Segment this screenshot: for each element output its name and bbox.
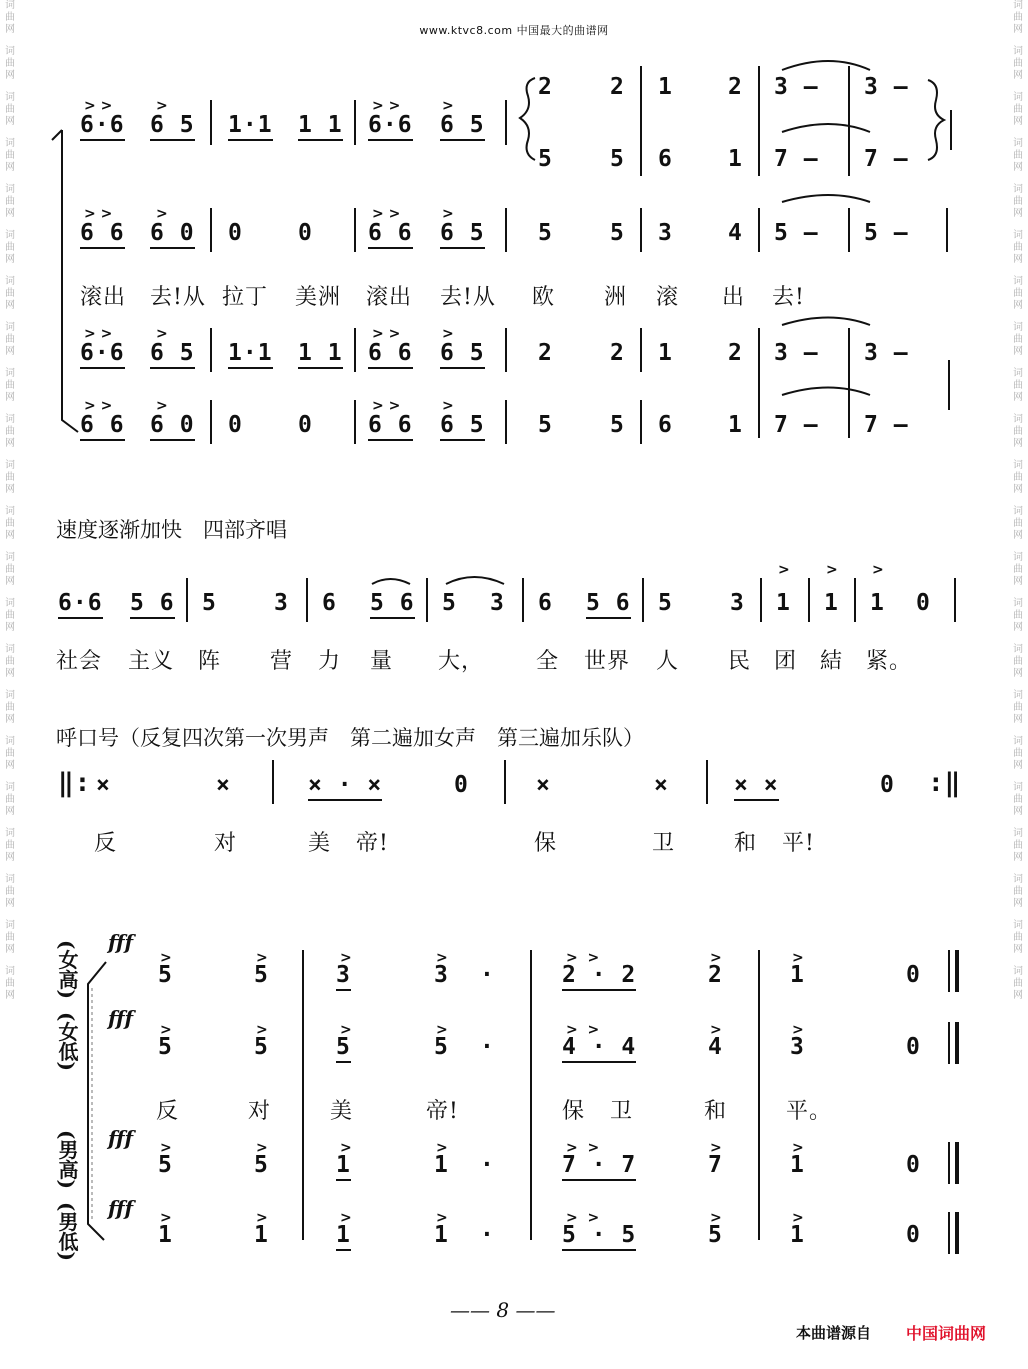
note: 1 [790,1152,805,1178]
note: 3 [274,590,289,616]
barline [948,1022,950,1064]
note: 5 [442,590,457,616]
watermark-text: 词曲网 [1013,414,1023,449]
note: 0 [228,412,243,438]
note: 6 6 [368,412,413,441]
lyric: 欧 [532,285,556,310]
note: 0 [916,590,931,616]
watermark-text: 词曲网 [5,552,15,587]
lyric: 主义 [128,649,175,674]
barline [758,950,760,1240]
note: 2 [728,74,743,100]
lyric: 营 [270,649,294,674]
barline [302,950,304,1240]
note: 1 [434,1222,449,1248]
lyric: 出 [722,285,746,310]
final-barline [955,1142,959,1184]
note: 5 [610,412,625,438]
lyric: 和 [734,831,758,856]
watermark-text: 词曲网 [1013,736,1023,771]
lyric: 美 [308,831,332,856]
footer-brand-link[interactable]: 中国词曲网 [906,1324,987,1343]
watermark-text: 词曲网 [5,138,15,173]
note: 0 [228,220,243,246]
note: 5 [610,220,625,246]
note: 6 [538,590,553,616]
watermark-text: 词曲网 [5,644,15,679]
note: 1 [254,1222,269,1248]
watermark-text: 词曲网 [1013,138,1023,173]
note: 5 [158,962,173,988]
note: 1 [434,1152,449,1178]
note: 5 6 [586,590,631,619]
note: 3 [434,962,449,988]
note: 0 [906,962,921,988]
note: × × [734,772,779,801]
watermark-text: 词曲网 [1013,0,1023,35]
watermark-text: 词曲网 [5,460,15,495]
note: 6·6 [368,112,413,141]
note: 7 [708,1152,723,1178]
note: 1 [658,340,673,366]
lyric: 滚 [656,285,680,310]
note: 5 [158,1152,173,1178]
note: 2 · 2 [562,962,636,991]
watermark-text: 词曲网 [5,322,15,357]
note: 5 [610,146,625,172]
lyric: 平! [782,831,815,856]
note: 7 — [774,412,819,438]
note: 3 — [864,74,909,100]
note: 4 [708,1034,723,1060]
watermark-text: 词曲网 [1013,920,1023,955]
watermark-text: 词曲网 [5,966,15,1001]
barline [948,1142,950,1184]
note: 1 [336,1152,351,1181]
note: 2 [610,74,625,100]
note: 6 [322,590,337,616]
lyric: 人 [656,649,680,674]
watermark-text: 词曲网 [1013,690,1023,725]
watermark-text: 词曲网 [1013,92,1023,127]
note: 5 [538,412,553,438]
note: 5 [254,962,269,988]
note: 6 [658,412,673,438]
note: 1 [790,962,805,988]
note: 0 [298,412,313,438]
section-title: 速度逐渐加快 四部齐唱 [56,518,287,542]
note: 1 [870,590,885,616]
note: 6·6 [80,340,125,369]
watermark-text: 词曲网 [1013,966,1023,1001]
lyric: 团 [774,649,798,674]
note: 3 [730,590,745,616]
repeat-start: ‖: [58,768,92,798]
note: 0 [906,1152,921,1178]
lyric: 阵 [198,649,222,674]
dynamic-marking: fff [108,1126,134,1150]
note: 5 [538,146,553,172]
note: 1 1 [298,340,343,369]
note: 5 [538,220,553,246]
note: 1 [728,412,743,438]
note: 1 [658,74,673,100]
lyric: 帝! [426,1099,459,1124]
note: 6 [658,146,673,172]
note: 6 6 [368,340,413,369]
note: 2 [728,340,743,366]
note: × [536,772,551,798]
note: 1 [776,590,791,616]
final-barline [955,1022,959,1064]
watermark-text: 词曲网 [1013,230,1023,265]
note: 5 6 [130,590,175,619]
lyric: 去!从 [150,285,206,310]
note: 0 [454,772,469,798]
note: × [96,772,111,798]
note: 7 — [864,412,909,438]
note: 5 [158,1034,173,1060]
lyric: 全 [536,649,560,674]
note: 6 6 [80,220,125,249]
note: 5 [658,590,673,616]
watermark-text: 词曲网 [1013,322,1023,357]
watermark-text: 词曲网 [5,0,15,35]
voice-label-tenor: (男高) [55,1130,79,1189]
watermark-text: 词曲网 [1013,598,1023,633]
note: 3 [790,1034,805,1060]
lyric: 滚出 [80,285,127,310]
note: 1·1 [228,340,273,369]
note: 1·1 [228,112,273,141]
lyric: 民 [728,649,752,674]
note: 6 5 [440,340,485,369]
lyric: 反 [156,1099,180,1124]
watermark-text: 词曲网 [5,230,15,265]
voice-label-soprano: (女高) [55,940,79,999]
barline [530,950,532,1240]
note: · [480,1034,495,1060]
note: 5 — [864,220,909,246]
note: 1 [158,1222,173,1248]
lyric: 美 [330,1099,354,1124]
watermark-text: 词曲网 [5,92,15,127]
watermark-text: 词曲网 [5,874,15,909]
note: 4 · 4 [562,1034,636,1063]
note: 5 — [774,220,819,246]
note: 0 [906,1222,921,1248]
note: 2 [708,962,723,988]
watermark-text: 词曲网 [1013,46,1023,81]
watermark-text: 词曲网 [5,690,15,725]
lyric: 力 [318,649,342,674]
note: 3 — [774,340,819,366]
watermark-text: 词曲网 [1013,782,1023,817]
note: 5 6 [370,590,415,619]
lyric: 世界 [584,649,631,674]
lyric: 社会 [56,649,103,674]
lyric: 卫 [610,1099,634,1124]
watermark-text: 词曲网 [1013,460,1023,495]
watermark-text: 词曲网 [5,506,15,541]
note: 5 [254,1152,269,1178]
note: 4 [728,220,743,246]
note: 1 [824,590,839,616]
note: 7 · 7 [562,1152,636,1181]
watermark-text: 词曲网 [5,414,15,449]
note: 6·6 [58,590,103,619]
note: × · × [308,772,382,801]
note: 2 [610,340,625,366]
note: 6 5 [440,412,485,441]
page-number: —— 8 —— [450,1298,556,1322]
watermark-text: 词曲网 [1013,828,1023,863]
lyric: 平。 [786,1099,833,1124]
note: 6 6 [80,412,125,441]
note: 7 — [774,146,819,172]
lyric: 保 [534,831,558,856]
note: 6 5 [440,112,485,141]
note: 2 [538,340,553,366]
watermark-text: 词曲网 [5,598,15,633]
note: 3 [490,590,505,616]
note: 6·6 [80,112,125,141]
note: 0 [880,772,895,798]
lyric: 量 [370,649,394,674]
note: 5 [336,1034,351,1063]
note: 5 [202,590,217,616]
watermark-text: 词曲网 [5,920,15,955]
watermark-text: 词曲网 [1013,506,1023,541]
note: 3 [658,220,673,246]
note: 5 [254,1034,269,1060]
note: 6 6 [368,220,413,249]
note: × [654,772,669,798]
watermark-text: 词曲网 [1013,644,1023,679]
note: 6 0 [150,220,195,249]
footer-source-label: 本曲谱源自 [796,1324,872,1342]
lyric: 結 [820,649,844,674]
note: · [480,1222,495,1248]
watermark-text: 词曲网 [5,782,15,817]
note: × [216,772,231,798]
watermark-text: 词曲网 [5,276,15,311]
dynamic-marking: fff [108,930,134,954]
section-title: 呼口号（反复四次第一次男声 第二遍加女声 第三遍加乐队） [56,726,644,750]
watermark-text: 词曲网 [1013,874,1023,909]
note: 1 1 [298,112,343,141]
site-header: www.ktvc8.com 中国最大的曲谱网 [419,24,609,37]
watermark-text: 词曲网 [1013,368,1023,403]
note: 6 5 [440,220,485,249]
watermark-text: 词曲网 [5,828,15,863]
note: 3 — [774,74,819,100]
note: 0 [906,1034,921,1060]
note: 1 [336,1222,351,1251]
lyric: 大， [438,649,485,674]
note: 6 5 [150,112,195,141]
note: 5 [708,1222,723,1248]
lyric: 美洲 [295,285,342,310]
note: 3 [336,962,351,991]
note: 6 0 [150,412,195,441]
dynamic-marking: fff [108,1196,134,1220]
note: · [480,1152,495,1178]
watermark-text: 词曲网 [5,46,15,81]
note: 3 — [864,340,909,366]
note: 0 [298,220,313,246]
note: 6 5 [150,340,195,369]
repeat-end: :‖ [928,768,962,798]
voice-label-bass: (男低) [55,1202,79,1261]
lyric: 保 [562,1099,586,1124]
lyric: 滚出 [366,285,413,310]
lyric: 反 [94,831,118,856]
barline [948,950,950,992]
lyric: 对 [248,1099,272,1124]
lyric: 拉丁 [222,285,269,310]
watermark-text: 词曲网 [1013,184,1023,219]
note: 2 [538,74,553,100]
dynamic-marking: fff [108,1006,134,1030]
lyric: 去! [772,285,805,310]
watermark-text: 词曲网 [1013,276,1023,311]
voice-label-alto: (女低) [55,1012,79,1071]
watermark-text: 词曲网 [5,368,15,403]
lyric: 和 [704,1099,728,1124]
watermark-text: 词曲网 [5,184,15,219]
lyric: 卫 [652,831,676,856]
watermark-text: 词曲网 [5,736,15,771]
note: · [480,962,495,988]
note: 1 [728,146,743,172]
lyric: 对 [214,831,238,856]
lyric: 去!从 [440,285,496,310]
note: 7 — [864,146,909,172]
barline [948,1212,950,1254]
lyric: 洲 [604,285,628,310]
watermark-text: 词曲网 [1013,552,1023,587]
note: 1 [790,1222,805,1248]
note: 5 [434,1034,449,1060]
lyric: 帝! [356,831,389,856]
lyric: 紧。 [866,649,913,674]
final-barline [955,1212,959,1254]
final-barline [955,950,959,992]
note: 5 · 5 [562,1222,636,1251]
